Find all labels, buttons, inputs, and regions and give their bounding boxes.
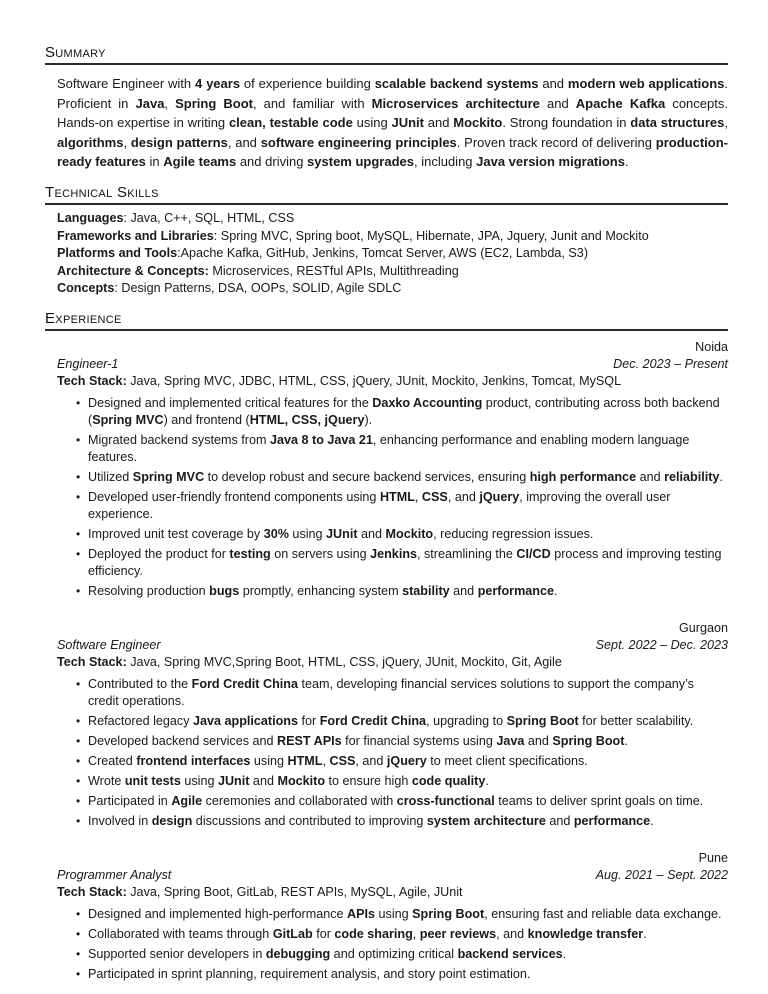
job-bullet: • Utilized Spring MVC to develop robust and secure backend services, ensuring high performance and reliability. — [88, 469, 728, 486]
job-bullet: • Created frontend interfaces using HTML, CSS, and jQuery to meet client specifications. — [88, 753, 728, 770]
job-bullet: • Migrated backend systems from Java 8 to Java 21, enhancing performance and enabling modern language features. — [88, 432, 728, 466]
skill-line-languages: Languages: Java, C++, SQL, HTML, CSS — [57, 211, 295, 225]
job-bullet: • Involved in design discussions and contributed to improving system architecture and performance. — [88, 813, 728, 830]
job-tech-stack: Tech Stack: Java, Spring Boot, GitLab, REST APIs, MySQL, Agile, JUnit — [57, 884, 463, 899]
job-tech-stack: Tech Stack: Java, Spring MVC, JDBC, HTML, CSS, jQuery, JUnit, Mockito, Jenkins, Tomcat, MySQL — [57, 373, 622, 388]
technical-skills-heading: Technical Skills — [45, 184, 728, 205]
job-bullet-list — [57, 906, 728, 983]
job-bullet: • Refactored legacy Java applications for Ford Credit China, upgrading to Spring Boot for better scalability. — [88, 713, 728, 730]
job-location: Pune — [698, 850, 728, 865]
skills-list — [57, 210, 728, 298]
job-title-row — [57, 867, 728, 884]
job-entry-software-engineer — [57, 620, 728, 830]
job-bullet: • Developed backend services and REST APIs for financial systems using Java and Spring Boot. — [88, 733, 728, 750]
job-bullet: • Participated in Agile ceremonies and collaborated with cross-functional teams to deliver sprint goals on time. — [88, 793, 728, 810]
job-bullet: • Improved unit test coverage by 30% using JUnit and Mockito, reducing regression issues. — [88, 526, 728, 543]
job-bullet: • Resolving production bugs promptly, enhancing system stability and performance. — [88, 583, 728, 600]
section-experience — [45, 310, 728, 983]
job-dates: Aug. 2021 – Sept. 2022 — [595, 867, 728, 882]
job-entry-engineer-1 — [57, 339, 728, 600]
job-bullet: • Participated in sprint planning, requirement analysis, and story point estimation. — [88, 966, 728, 983]
job-bullet: • Wrote unit tests using JUnit and Mockito to ensure high code quality. — [88, 773, 728, 790]
job-bullet: • Supported senior developers in debugging and optimizing critical backend services. — [88, 946, 728, 963]
job-bullet: • Developed user-friendly frontend components using HTML, CSS, and jQuery, improving the overall user experience. — [88, 489, 728, 523]
job-entry-programmer-analyst — [57, 850, 728, 983]
section-technical-skills — [45, 184, 728, 298]
job-title-row — [57, 637, 728, 654]
job-bullet-list — [57, 676, 728, 830]
job-bullet: • Designed and implemented high-performance APIs using Spring Boot, ensuring fast and reliable data exchange. — [88, 906, 728, 923]
skill-line-frameworks: Frameworks and Libraries: Spring MVC, Spring boot, MySQL, Hibernate, JPA, Jquery, Junit and Mockito — [57, 228, 649, 243]
job-tech-stack: Tech Stack: Java, Spring MVC,Spring Boot, HTML, CSS, jQuery, JUnit, Mockito, Git, Agile — [57, 654, 562, 669]
job-title: Programmer Analyst — [57, 867, 172, 882]
job-title-row — [57, 356, 728, 373]
job-bullet: • Collaborated with teams through GitLab for code sharing, peer reviews, and knowledge transfer. — [88, 926, 728, 943]
job-bullet: • Designed and implemented critical features for the Daxko Accounting product, contributing across both backend (Spring MVC) and frontend (HTML, CSS, jQuery). — [88, 395, 728, 429]
job-location: Noida — [695, 339, 728, 354]
summary-heading: Summary — [45, 44, 728, 65]
skill-line-platforms: Platforms and Tools:Apache Kafka, GitHub, Jenkins, Tomcat Server, AWS (EC2, Lambda, S3) — [57, 246, 589, 260]
job-location: Gurgaon — [678, 620, 728, 635]
job-title: Software Engineer — [57, 637, 161, 652]
skill-line-concepts: Concepts: Design Patterns, DSA, OOPs, SOLID, Agile SDLC — [57, 281, 402, 295]
section-summary — [45, 44, 728, 172]
job-title: Engineer-1 — [57, 356, 119, 371]
job-bullet-list — [57, 395, 728, 600]
experience-heading: Experience — [45, 310, 728, 331]
skill-line-architecture: Architecture & Concepts: Microservices, RESTful APIs, Multithreading — [57, 263, 459, 278]
job-bullet: • Contributed to the Ford Credit China team, developing financial services solutions to support the company’s credit operations. — [88, 676, 728, 710]
job-bullet: • Deployed the product for testing on servers using Jenkins, streamlining the CI/CD process and improving testing efficiency. — [88, 546, 728, 580]
summary-paragraph: Software Engineer with 4 years of experience building scalable backend systems and modern web applications. Proficient in Java, Spring Boot, and familiar with Microservices architecture and Apache Kafka concepts. Hands-on expertise in writing clean, testable code using JUnit and Mockito. Strong foundation in data structures, algorithms, design patterns, and software engineering principles. Proven track record of delivering production-ready features in Agile teams and driving system upgrades, including Java version migrations. — [57, 76, 729, 170]
job-dates: Sept. 2022 – Dec. 2023 — [595, 637, 728, 652]
job-dates: Dec. 2023 – Present — [613, 356, 728, 371]
